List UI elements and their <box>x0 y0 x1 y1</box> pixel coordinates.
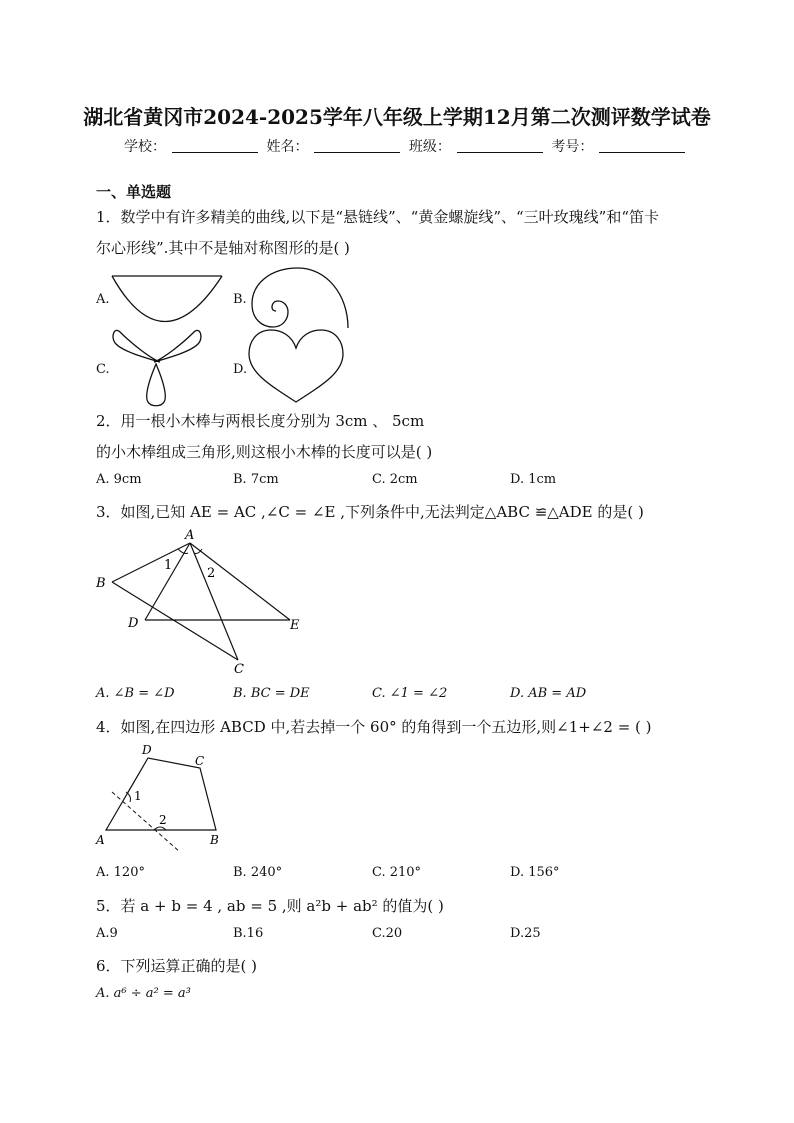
catenary-figure <box>108 272 228 330</box>
q2-option-d[interactable]: D. 1cm <box>510 472 557 487</box>
class-label: 班级： <box>408 139 451 155</box>
q5-option-a[interactable]: A.9 <box>96 926 118 941</box>
number-label: 考号： <box>551 139 594 155</box>
q3-label-c: C <box>234 662 244 677</box>
class-blank[interactable] <box>457 138 543 153</box>
q3-label-e: E <box>290 618 300 633</box>
q5-option-c[interactable]: C.20 <box>372 926 403 941</box>
q1-text-line1: 1．数学中有许多精美的曲线,以下是“悬链线”、“黄金螺旋线”、“三叶玫瑰线”和“笛卡 <box>96 208 659 226</box>
three-leaf-rose-figure <box>108 326 204 408</box>
q5-text: 5．若 a + b = 4 , ab = 5 ,则 a²b + ab² 的值为( ) <box>96 897 444 915</box>
q3-option-c[interactable]: C. ∠1 = ∠2 <box>372 686 448 701</box>
q4-label-c: C <box>195 754 205 768</box>
q4-label-d: D <box>142 743 152 757</box>
page-title: 湖北省黄冈市2024-2025学年八年级上学期12月第二次测评数学试卷 <box>83 105 711 129</box>
name-blank[interactable] <box>314 138 400 153</box>
q4-label-b: B <box>210 833 219 847</box>
q4-option-a[interactable]: A. 120° <box>96 865 145 880</box>
q2-option-b[interactable]: B. 7cm <box>233 472 279 487</box>
q5-option-d[interactable]: D.25 <box>510 926 541 941</box>
q3-label-d: D <box>128 616 139 631</box>
student-info-row <box>124 136 689 156</box>
q3-angle-1-label: 1 <box>164 558 173 573</box>
q1-option-a[interactable]: A. <box>96 292 110 307</box>
q3-label-a: A <box>185 528 195 543</box>
q3-option-a[interactable]: A. ∠B = ∠D <box>96 686 175 701</box>
q2-option-c[interactable]: C. 2cm <box>372 472 418 487</box>
q3-option-d[interactable]: D. AB = AD <box>510 686 587 701</box>
q2-text-line2: 的小木棒组成三角形,则这根小木棒的长度可以是( ) <box>96 443 433 461</box>
q4-option-c[interactable]: C. 210° <box>372 865 422 880</box>
q4-label-a: A <box>96 833 105 847</box>
golden-spiral-figure <box>246 264 356 334</box>
q3-angle-2-label: 2 <box>207 566 216 581</box>
q4-angle-2-label: 2 <box>159 813 167 827</box>
q6-option-a[interactable]: A. a⁶ ÷ a² = a³ <box>96 986 191 1001</box>
section-heading: 一、单选题 <box>96 183 172 201</box>
q4-option-d[interactable]: D. 156° <box>510 865 560 880</box>
q1-option-c[interactable]: C. <box>96 362 110 377</box>
q3-text: 3．如图,已知 AE = AC ,∠C = ∠E ,下列条件中,无法判定△ABC ≌△ADE 的是( ) <box>96 503 644 521</box>
q3-label-b: B <box>96 576 106 591</box>
q6-text: 6．下列运算正确的是( ) <box>96 957 258 975</box>
q1-option-d[interactable]: D. <box>233 362 248 377</box>
number-blank[interactable] <box>599 138 685 153</box>
q1-option-b[interactable]: B. <box>233 292 247 307</box>
q2-option-a[interactable]: A. 9cm <box>96 472 142 487</box>
q2-text-line1: 2．用一根小木棒与两根长度分别为 3cm 、 5cm <box>96 412 425 430</box>
q4-angle-1-label: 1 <box>134 789 142 803</box>
cardioid-heart-figure <box>246 328 346 404</box>
name-label: 姓名： <box>266 139 309 155</box>
quadrilateral-figure-q4 <box>90 740 240 855</box>
q3-option-b[interactable]: B. BC = DE <box>233 686 310 701</box>
q5-option-b[interactable]: B.16 <box>233 926 264 941</box>
q4-text: 4．如图,在四边形 ABCD 中,若去掉一个 60° 的角得到一个五边形,则∠1+∠2 = ( ) <box>96 718 652 736</box>
q4-option-b[interactable]: B. 240° <box>233 865 283 880</box>
school-label: 学校： <box>124 139 166 155</box>
school-blank[interactable] <box>172 138 258 153</box>
triangle-figure-q3 <box>90 525 320 680</box>
q1-text-line2: 尔心形线”.其中不是轴对称图形的是( ) <box>96 239 350 257</box>
